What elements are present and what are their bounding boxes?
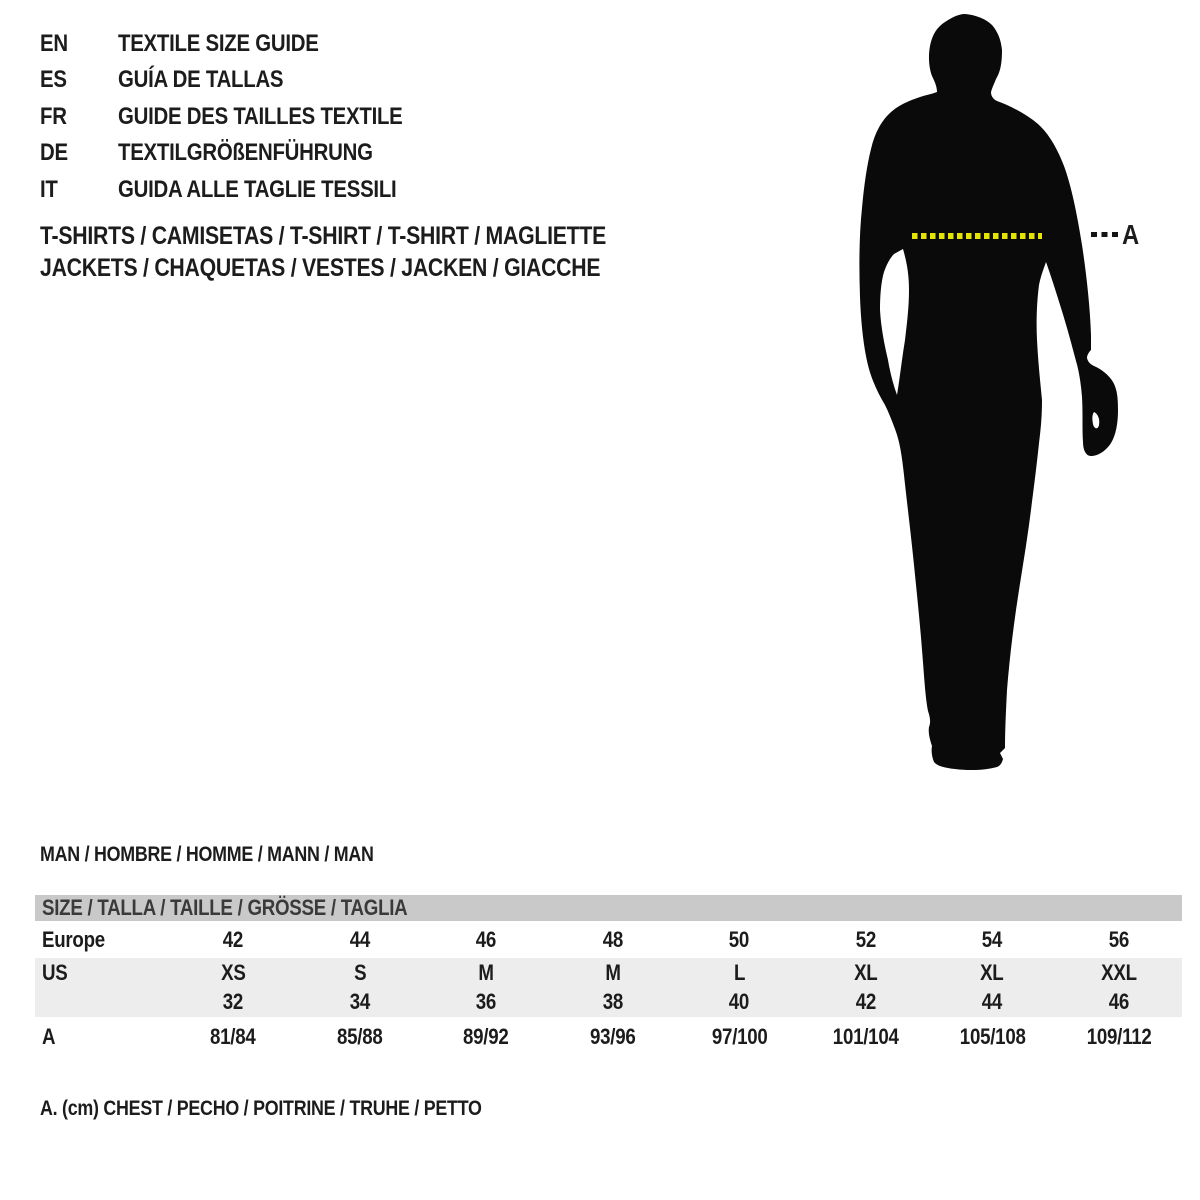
row-label: A bbox=[42, 1023, 56, 1049]
cell-value: XXL bbox=[1100, 959, 1137, 985]
product-categories bbox=[40, 221, 706, 284]
cell-value: 85/88 bbox=[336, 1023, 383, 1049]
language-code: DE bbox=[40, 139, 68, 167]
cell-value: 52 bbox=[855, 926, 876, 952]
measure-label-a: A bbox=[1122, 219, 1139, 250]
category-tshirts: T-SHIRTS / CAMISETAS / T-SHIRT / T-SHIRT / MAGLIETTE bbox=[40, 222, 607, 250]
cell-value: 38 bbox=[602, 989, 623, 1015]
language-row bbox=[40, 62, 540, 98]
cell-value: 42 bbox=[855, 989, 876, 1015]
language-title: TEXTILE SIZE GUIDE bbox=[118, 30, 319, 57]
category-jackets: JACKETS / CHAQUETAS / VESTES / JACKEN / GIACCHE bbox=[40, 253, 601, 282]
measurement-footnote: A. (cm) CHEST / PECHO / POITRINE / TRUHE / PETTO bbox=[40, 1097, 482, 1120]
language-row bbox=[40, 135, 540, 171]
man-silhouette-shape bbox=[859, 14, 1118, 770]
cell-value: 42 bbox=[223, 926, 244, 952]
row-label: Europe bbox=[42, 926, 105, 952]
cell-value: M bbox=[478, 959, 494, 985]
language-code: ES bbox=[40, 66, 67, 94]
cell-value: 101/104 bbox=[832, 1023, 899, 1049]
language-title: TEXTILGRÖßENFÜHRUNG bbox=[118, 139, 373, 167]
language-code: EN bbox=[40, 30, 68, 57]
table-row-us-numeric bbox=[35, 988, 1182, 1018]
cell-value: 32 bbox=[223, 989, 244, 1015]
cell-value: S bbox=[353, 959, 366, 985]
cell-value: 105/108 bbox=[959, 1023, 1026, 1049]
size-table-header-text: SIZE / TALLA / TAILLE / GRÖSSE / TAGLIA bbox=[42, 895, 408, 920]
language-code: IT bbox=[40, 175, 58, 203]
table-row-europe bbox=[35, 921, 1182, 958]
cell-value: 48 bbox=[602, 926, 623, 952]
cell-value: 46 bbox=[1108, 989, 1129, 1015]
cell-value: 34 bbox=[349, 989, 370, 1015]
cell-value: XL bbox=[980, 959, 1004, 985]
language-row bbox=[40, 172, 540, 208]
man-silhouette bbox=[845, 5, 1145, 780]
cell-value: XS bbox=[221, 959, 246, 985]
cell-value: 109/112 bbox=[1086, 1023, 1152, 1049]
language-title: GUIDA ALLE TAGLIE TESSILI bbox=[118, 175, 397, 203]
language-code: FR bbox=[40, 102, 67, 130]
size-table-header-bar bbox=[35, 895, 1182, 921]
cell-value: 56 bbox=[1108, 926, 1129, 952]
row-label: US bbox=[42, 959, 68, 985]
language-title: GUIDE DES TAILLES TEXTILE bbox=[118, 102, 403, 130]
measure-leader-dashes bbox=[1091, 232, 1122, 237]
table-row-chest bbox=[35, 1017, 1182, 1056]
cell-value: 54 bbox=[982, 926, 1003, 952]
cell-value: 44 bbox=[982, 989, 1003, 1015]
cell-value: 81/84 bbox=[210, 1023, 257, 1049]
section-title-man: MAN / HOMBRE / HOMME / MANN / MAN bbox=[40, 843, 374, 866]
cell-value: 97/100 bbox=[711, 1023, 768, 1049]
cell-value: L bbox=[733, 959, 745, 985]
cell-value: 36 bbox=[476, 989, 497, 1015]
cell-value: 44 bbox=[349, 926, 370, 952]
cell-value: M bbox=[605, 959, 621, 985]
language-title: GUÍA DE TALLAS bbox=[118, 66, 284, 94]
size-table bbox=[35, 895, 1182, 1056]
cell-value: XL bbox=[854, 959, 878, 985]
language-list bbox=[40, 26, 540, 208]
language-row bbox=[40, 99, 540, 135]
cell-value: 46 bbox=[476, 926, 497, 952]
cell-value: 89/92 bbox=[463, 1023, 510, 1049]
cell-value: 40 bbox=[729, 989, 750, 1015]
cell-value: 93/96 bbox=[589, 1023, 636, 1049]
language-row bbox=[40, 26, 540, 62]
table-row-us bbox=[35, 958, 1182, 988]
cell-value: 50 bbox=[729, 926, 750, 952]
